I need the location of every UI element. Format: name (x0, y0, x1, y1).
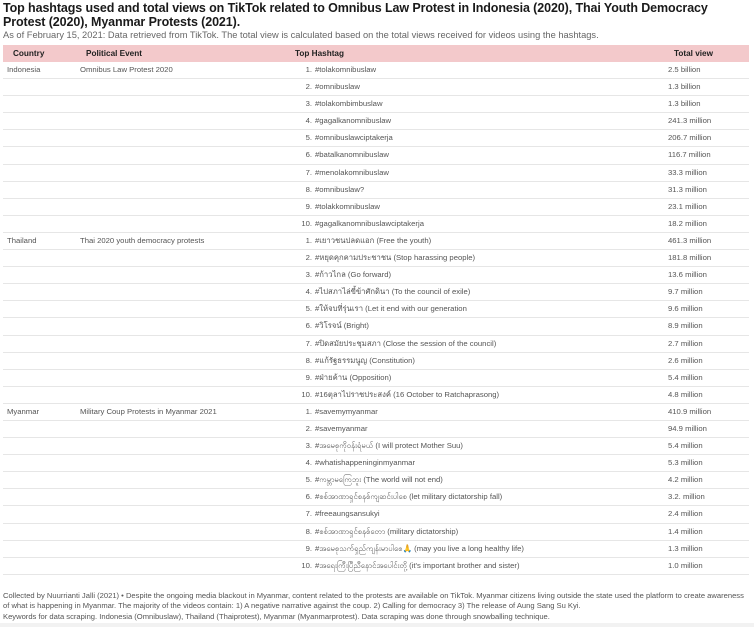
footer-rule (0, 623, 754, 627)
cell-total-view: 18.2 million (668, 218, 707, 228)
cell-hashtag (299, 113, 659, 129)
header-top-hashtag: Top Hashtag (295, 49, 344, 58)
hashtag-text: #วิโรจน์ (Bright) (315, 321, 369, 331)
hashtag-rank: 8. (305, 355, 312, 365)
cell-hashtag (299, 524, 659, 540)
hashtag-text: #tolakomnibuslaw (315, 65, 377, 74)
hashtag-rank: 5. (305, 133, 312, 143)
hashtag-text: #หยุดคุกคามประชาชน (Stop harassing people) (315, 253, 476, 263)
hashtag-text: #savemymyanmar (315, 406, 378, 416)
hashtag-rank: 8. (305, 526, 312, 536)
cell-total-view: 181.8 million (668, 253, 712, 263)
cell-hashtag (299, 147, 659, 163)
table-row (3, 182, 749, 199)
chart-subtitle: As of February 15, 2021: Data retrieved from TikTok. The total view is calculated based on the total views received for videos using the hashtags. (3, 30, 599, 40)
cell-hashtag (299, 318, 659, 334)
table-row (3, 318, 749, 335)
table-row (3, 216, 749, 233)
cell-total-view: 1.3 billion (668, 82, 701, 92)
table-row (3, 233, 749, 250)
cell-country: Thailand (7, 235, 37, 245)
hashtag-text: #ကမ္ဘာမကြေဘူး (The world will not end) (315, 475, 443, 485)
table-row (3, 267, 749, 284)
hashtag-text: #ก้าวไกล (Go forward) (315, 270, 392, 280)
hashtag-text: #အမေစုသက်ရှည်ကျန်းမာပါစေ🙏 (may you live a long healthy life) (315, 543, 524, 553)
hashtag-rank: 7. (305, 509, 312, 519)
cell-hashtag (299, 301, 659, 317)
cell-hashtag (299, 165, 659, 181)
cell-hashtag (299, 96, 659, 112)
hashtag-rank: 4. (305, 287, 312, 297)
table-row (3, 506, 749, 523)
cell-total-view: 1.4 million (668, 526, 703, 536)
cell-total-view: 31.3 million (668, 184, 707, 194)
table-row (3, 284, 749, 301)
hashtag-text: #gagalkanomnibuslawciptakerja (315, 218, 424, 228)
cell-hashtag (299, 182, 659, 198)
hashtag-rank: 8. (305, 184, 312, 194)
cell-total-view: 1.3 billion (668, 99, 701, 109)
hashtag-rank: 4. (305, 116, 312, 126)
hashtag-text: #omnibuslaw? (315, 184, 365, 194)
chart-title: Top hashtags used and total views on TikTok related to Omnibus Law Protest in Indonesia (2020), Thai Youth Democracy Protest (2020), Myanmar Protests (2021). (3, 1, 708, 29)
hashtag-rank: 7. (305, 338, 312, 348)
cell-hashtag (299, 370, 659, 386)
cell-hashtag (299, 199, 659, 215)
hashtag-rank: 2. (305, 423, 312, 433)
cell-total-view: 5.4 million (668, 372, 703, 382)
header-country: Country (13, 49, 45, 58)
cell-total-view: 4.8 million (668, 389, 703, 399)
hashtag-rank: 3. (305, 99, 312, 109)
hashtag-rank: 7. (305, 167, 312, 177)
hashtag-rank: 5. (305, 304, 312, 314)
cell-total-view: 461.3 million (668, 235, 712, 245)
cell-hashtag (299, 216, 659, 232)
hashtag-rank: 10. (301, 218, 312, 228)
hashtag-rank: 4. (305, 458, 312, 468)
table-row (3, 455, 749, 472)
cell-hashtag (299, 79, 659, 95)
table-row (3, 79, 749, 96)
cell-total-view: 206.7 million (668, 133, 712, 143)
cell-hashtag (299, 506, 659, 522)
table-row (3, 96, 749, 113)
cell-hashtag (299, 541, 659, 557)
hashtag-text: #ไปสภาไล่ขี้ข้าศักดินา (To the council of exile) (315, 287, 471, 297)
hashtag-rank: 2. (305, 82, 312, 92)
cell-total-view: 1.0 million (668, 560, 703, 570)
hashtag-text: #ปิดสมัยประชุมสภา (Close the session of the council) (315, 338, 497, 348)
table-row (3, 438, 749, 455)
table-row (3, 558, 749, 575)
cell-political-event: Thai 2020 youth democracy protests (80, 235, 205, 245)
header-political-event: Political Event (86, 49, 142, 58)
cell-hashtag (299, 353, 659, 369)
header-total-view: Total view (674, 49, 713, 58)
cell-political-event: Military Coup Protests in Myanmar 2021 (80, 406, 217, 416)
hashtag-text: #အမေစုကိုဝန်းရံမယ် (I will protect Mother Suu) (315, 441, 463, 451)
table-row (3, 541, 749, 558)
cell-hashtag (299, 558, 659, 574)
table-row (3, 404, 749, 421)
cell-hashtag (299, 130, 659, 146)
table-row (3, 472, 749, 489)
hashtag-text: #16ตุลาไปราชประสงค์ (16 October to Ratchaprasong) (315, 389, 500, 399)
cell-total-view: 9.7 million (668, 287, 703, 297)
cell-total-view: 8.9 million (668, 321, 703, 331)
cell-political-event: Omnibus Law Protest 2020 (80, 65, 173, 74)
table-row (3, 421, 749, 438)
cell-hashtag (299, 489, 659, 505)
hashtag-text: #omnibuslawciptakerja (315, 133, 393, 143)
hashtag-text: #menolakomnibuslaw (315, 167, 389, 177)
hashtag-text: #freeaungsansukyi (315, 509, 380, 519)
cell-country: Myanmar (7, 406, 40, 416)
hashtag-text: #savemyanmar (315, 423, 368, 433)
hashtag-rank: 1. (305, 65, 312, 74)
cell-total-view: 33.3 million (668, 167, 707, 177)
cell-hashtag (299, 233, 659, 249)
hashtag-rank: 9. (305, 201, 312, 211)
footer-source-note: Collected by Nuurrianti Jalli (2021) • Despite the ongoing media blackout in Myanmar, content related to the protests are available on TikTok. Myanmar citizens living outside the state used the platform to create awareness of what is happening in Myanmar. The majority of the videos contain: 1) A negative narrative against the coup. 2) Calling for democracy 3) The release of Aung Sang Su Kyi. (3, 591, 744, 611)
cell-total-view: 2.7 million (668, 338, 703, 348)
cell-total-view: 23.1 million (668, 201, 707, 211)
cell-hashtag (299, 284, 659, 300)
cell-total-view: 5.4 million (668, 441, 703, 451)
table-row (3, 165, 749, 182)
table-row (3, 250, 749, 267)
cell-total-view: 5.3 million (668, 458, 703, 468)
table-row (3, 370, 749, 387)
hashtag-rank: 1. (305, 235, 312, 245)
table-row (3, 387, 749, 404)
cell-total-view: 1.3 million (668, 543, 703, 553)
cell-total-view: 94.9 million (668, 423, 707, 433)
hashtag-rank: 9. (305, 372, 312, 382)
cell-hashtag (299, 62, 659, 78)
hashtag-rank: 2. (305, 253, 312, 263)
table-row (3, 524, 749, 541)
cell-hashtag (299, 472, 659, 488)
table-row (3, 199, 749, 216)
cell-total-view: 3.2. million (668, 492, 705, 502)
table-row (3, 336, 749, 353)
cell-hashtag (299, 421, 659, 437)
cell-total-view: 2.6 million (668, 355, 703, 365)
hashtag-text: #အရေးကြီးပြီညီနောင်အပေါင်းတို့ (it's important brother and sister) (315, 560, 520, 570)
footer-keywords-note: Keywords for data scraping. Indonesia (Omnibuslaw), Thailand (Thaiprotest), Myanmar (Myanmarprotest). Data scraping was done through snowballing technique. (3, 611, 550, 621)
footer-notes (3, 591, 751, 622)
hashtag-rank: 10. (301, 560, 312, 570)
hashtag-text: #omnibuslaw (315, 82, 360, 92)
cell-hashtag (299, 455, 659, 471)
table-row (3, 62, 749, 79)
cell-hashtag (299, 438, 659, 454)
hashtag-text: #tolakombimbuslaw (315, 99, 383, 109)
table-row (3, 489, 749, 506)
hashtag-rank: 3. (305, 441, 312, 451)
hashtag-rank: 3. (305, 270, 312, 280)
hashtag-rank: 1. (305, 406, 312, 416)
cell-total-view: 241.3 million (668, 116, 712, 126)
hashtag-text: #tolakkomnibuslaw (315, 201, 380, 211)
table-row (3, 301, 749, 318)
cell-hashtag (299, 336, 659, 352)
table-row (3, 113, 749, 130)
cell-total-view: 116.7 million (668, 150, 711, 160)
hashtag-text: #စစ်အာဏာရှင်စနစ်တော (military dictatorship) (315, 526, 459, 536)
table-header (3, 45, 749, 62)
table-row (3, 353, 749, 370)
hashtag-text: #ฝ่ายค้าน (Opposition) (315, 372, 392, 382)
hashtag-rank: 6. (305, 150, 312, 160)
hashtag-table (3, 45, 749, 575)
cell-hashtag (299, 387, 659, 403)
hashtag-text: #စစ်အာဏာရှင်စနစ်ကျဆင်းပါစေ (let military dictatorship fall) (315, 492, 503, 502)
table-body (3, 62, 749, 575)
hashtag-text: #whatishappeninginmyanmar (315, 458, 415, 468)
cell-total-view: 9.6 million (668, 304, 703, 314)
cell-hashtag (299, 250, 659, 266)
hashtag-rank: 6. (305, 321, 312, 331)
hashtag-text: #เยาวชนปลดแอก (Free the youth) (315, 235, 432, 245)
hashtag-rank: 6. (305, 492, 312, 502)
table-row (3, 130, 749, 147)
hashtag-text: #ให้จบที่รุ่นเรา (Let it end with our generation (315, 304, 467, 314)
hashtag-rank: 5. (305, 475, 312, 485)
hashtag-text: #แก้รัฐธรรมนูญ (Constitution) (315, 355, 415, 365)
cell-total-view: 410.9 million (668, 406, 712, 416)
cell-total-view: 2.4 million (668, 509, 703, 519)
cell-hashtag (299, 404, 659, 420)
table-row (3, 147, 749, 164)
cell-total-view: 4.2 million (668, 475, 703, 485)
cell-country: Indonesia (7, 65, 41, 74)
hashtag-rank: 10. (301, 389, 312, 399)
cell-hashtag (299, 267, 659, 283)
cell-total-view: 13.6 million (668, 270, 707, 280)
hashtag-text: #gagalkanomnibuslaw (315, 116, 392, 126)
hashtag-rank: 9. (305, 543, 312, 553)
hashtag-text: #batalkanomnibuslaw (315, 150, 389, 160)
cell-total-view: 2.5 billion (668, 65, 701, 74)
